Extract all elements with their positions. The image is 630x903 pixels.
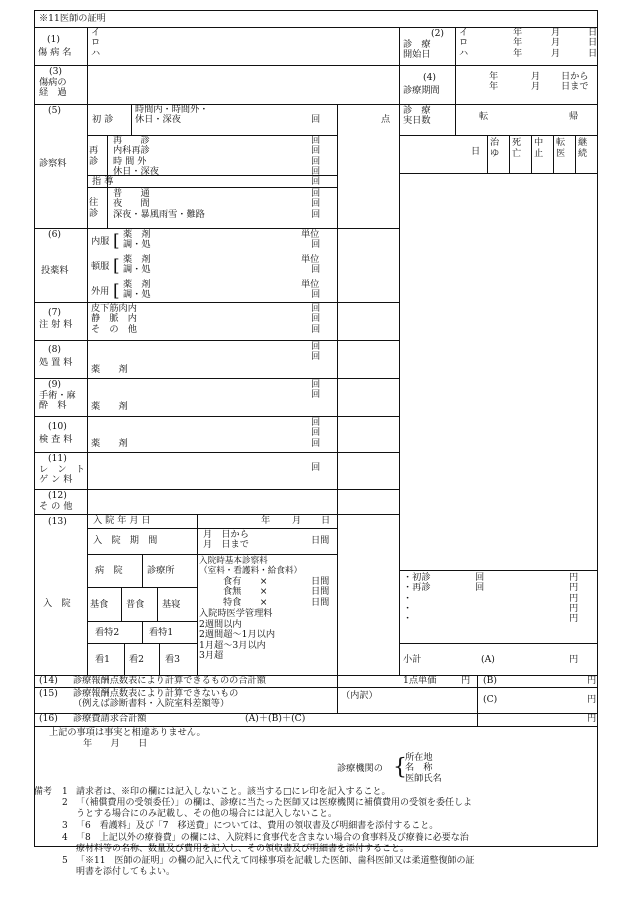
col-divider [455, 27, 456, 135]
row-divider [35, 514, 399, 515]
shoshin-label: 初 診 [92, 114, 114, 125]
col-divider [87, 27, 88, 675]
medical-certificate-form: ※11医師の証明 (1) 傷 病 名 イ ロ ハ (2) 診 療 開始日 イ ロ ハ 年 年 年 月 月 月 日 日 日 (3) 傷病の 経 過 (4) 診療期間 年 年 月 月 日から 日まで (5) 診察料 初 診 時間内・時間外・ 休日・深夜 回 点 再診 再 診 内科再診 時 間 外 休日・深夜 回 回 回 回 指 導 回 往診 普 通 夜 間 深夜・暴風雨雪・難路 回 回 回 診 療 実日数 転 帰 日 治ゆ 死亡 中止 転医 継続 (6) 投薬料 内服 頓服 外用 [ [ [ 薬 剤 調・処 薬 剤 調・処 薬 剤 調・処 単位 回 単位 回 単位 回 (7) 注 射 料 皮下筋肉内 静 脈 内 そ の 他 回 回 回 (8) 処 置 料 回 回 薬 剤 (9) 手術・麻 酔 料 回 回 薬 剤 (10) 検 査 料 回 回 回 薬 剤 (11) レ ン ト ゲ ン 料 回 (12) そ の 他 (13) 入 院 入 院 年 月 日 年 月 日 入 院 期 間 月 日から 月 日まで 日間 病 院 診療所 基食 普食 基寝 看特2 看特1 看1 看2 看3 入院時基本診察料 （室料・看護料・給食料） 食有 × 食無 × 特食 × 日間 日間 日間 入院時医学管理料 2週間以内 2週間超～1月以内 1月超～3月以内 3月超 ・初診 ・再診 ・ ・ ・ 回 回 円 円 円 円 円 小計 (A) 円 (14) 診療報酬点数表により計算できるものの合計額 1点単価 円 (B) 円 (15) 診療報酬点数表により計算できないもの （例えば診断書料・入院室料差額等） （内訳） (C) 円 (16) 診療費請求合計額 (A)＋(B)＋(C) 円 上記の事項は事実と相違ありません。 年 月 日 診療機関の { 所在地 名 称 医師氏名 [34, 10, 598, 847]
oushin-label: 往診 [89, 197, 99, 219]
col-divider [337, 104, 338, 714]
col-divider [399, 27, 400, 675]
s3-no: (3) [49, 66, 63, 77]
row-divider [35, 228, 399, 229]
s5-label: 診察料 [39, 158, 67, 169]
oushin-items: 普 通 夜 間 深夜・暴風雨雪・難路 [113, 188, 205, 220]
row-divider [35, 340, 399, 341]
s1-no: (1) [47, 34, 61, 45]
s5-no: (5) [48, 105, 62, 116]
saishin-items: 再 診 内科再診 時 間 外 休日・深夜 [113, 135, 159, 177]
row-divider [35, 104, 597, 105]
ten-label: 点 [381, 114, 391, 125]
notes-heading: 備考 [34, 787, 53, 797]
jitsunissu-label: 診 療 実日数 [403, 105, 431, 127]
shido-label: 指 導 [92, 176, 114, 187]
row-divider [35, 302, 399, 303]
s4-label: 診療期間 [403, 85, 440, 96]
row-divider [35, 378, 399, 379]
row-divider [35, 452, 399, 453]
s1-label: 傷 病 名 [38, 47, 72, 58]
row-divider [35, 416, 399, 417]
s2-no: (2) [431, 28, 445, 39]
s2-items: イ ロ ハ [459, 27, 469, 59]
row-divider [35, 65, 597, 66]
s1-items: イ ロ ハ [91, 27, 101, 59]
shoshin-detail: 時間内・時間外・ 休日・深夜 [135, 104, 209, 126]
row-divider [35, 489, 399, 490]
form-title: ※11医師の証明 [39, 13, 106, 24]
s3-label: 傷病の 経 過 [39, 77, 67, 99]
s4-no: (4) [423, 72, 437, 83]
s2-label: 診 療 開始日 [403, 39, 431, 61]
saishin-label: 再診 [89, 145, 99, 167]
